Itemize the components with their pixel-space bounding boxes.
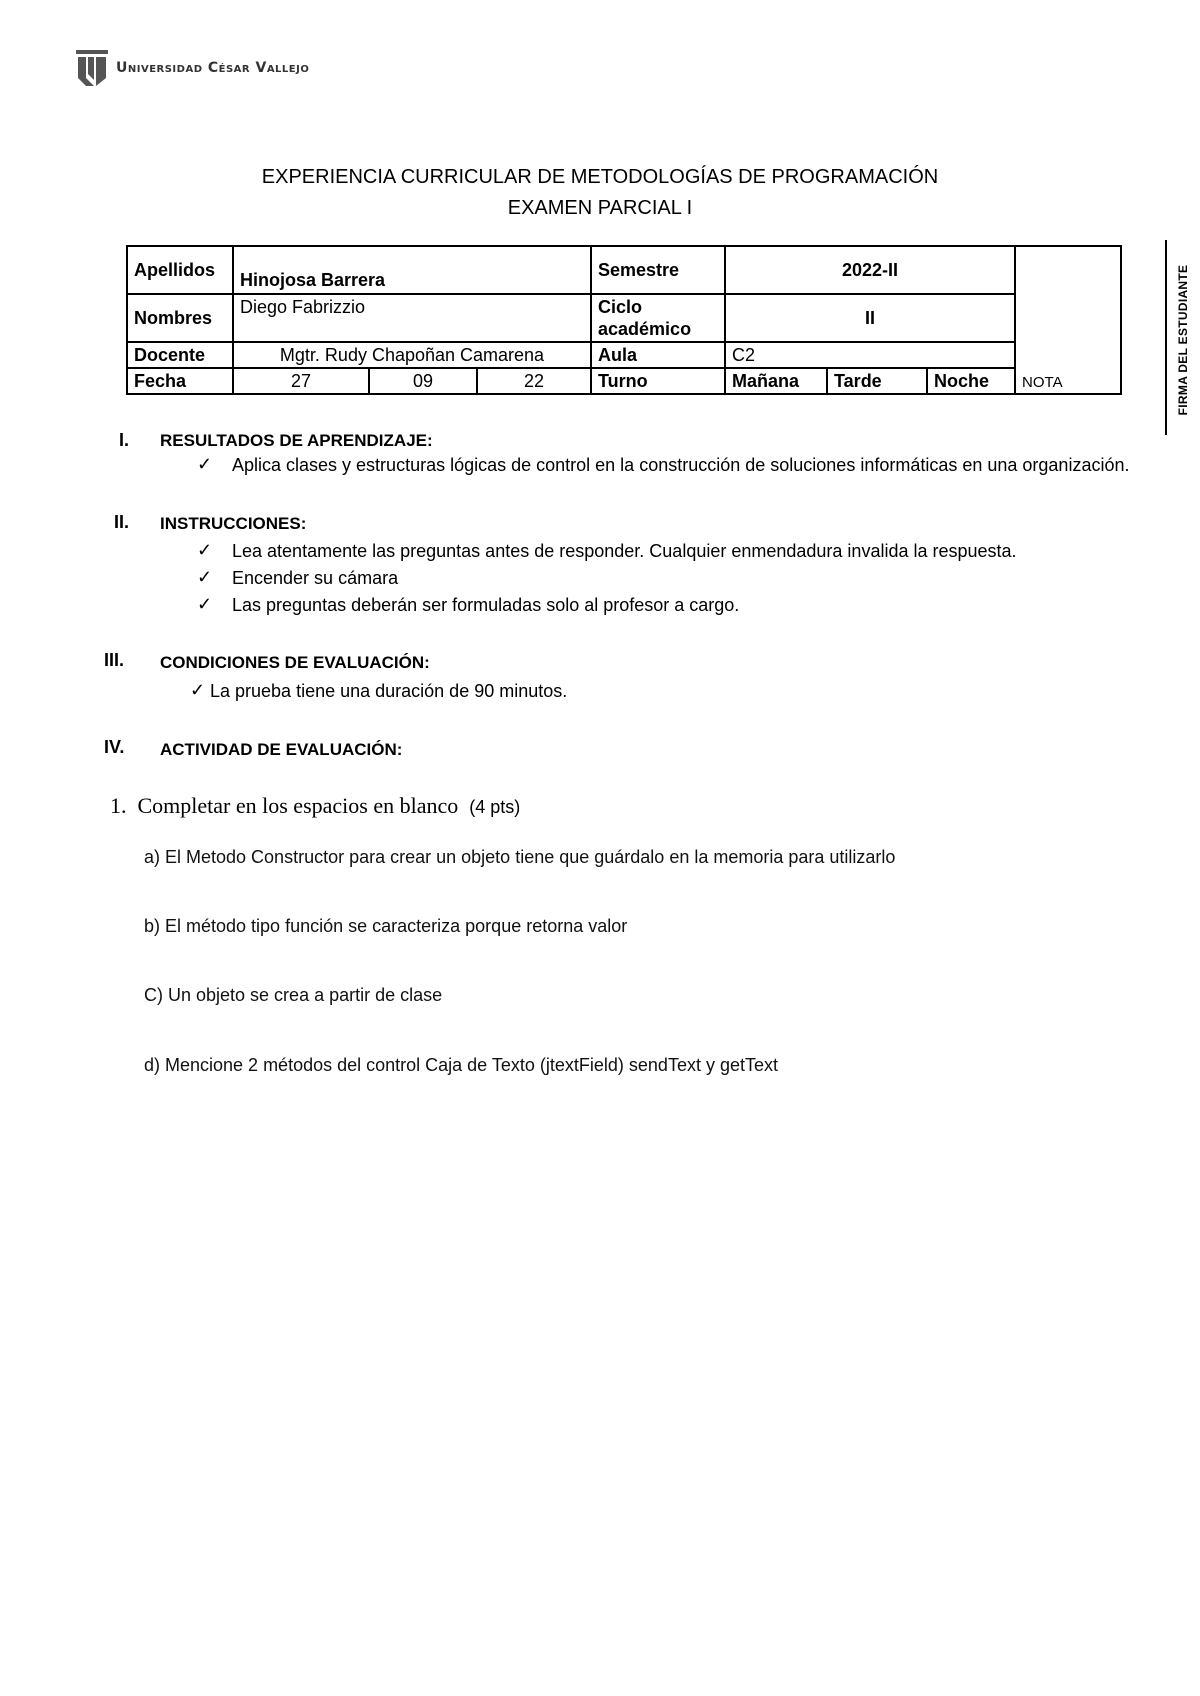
question-points: (4 pts)	[469, 797, 521, 817]
signature-label: FIRMA DEL ESTUDIANTE	[1176, 264, 1190, 416]
apellidos-value: Hinojosa Barrera	[233, 246, 591, 294]
fecha-label: Fecha	[127, 368, 233, 394]
student-info-table	[126, 245, 1122, 395]
aula-label: Aula	[591, 342, 725, 368]
university-shield-icon	[74, 48, 110, 88]
turno-manana: Mañana	[725, 368, 827, 394]
section-3-heading: CONDICIONES DE EVALUACIÓN:	[160, 653, 430, 672]
fecha-year: 22	[477, 368, 591, 394]
answer-b: b) El método tipo función se caracteriza porque retorna valor	[144, 916, 628, 936]
answer-d: d) Mencione 2 métodos del control Caja de Texto (jtextField) sendText y getText	[144, 1055, 778, 1075]
section-3-item: La prueba tiene una duración de 90 minutos.	[210, 681, 568, 701]
turno-label: Turno	[591, 368, 725, 394]
ciclo-value: II	[725, 294, 1015, 342]
course-title: EXPERIENCIA CURRICULAR DE METODOLOGÍAS DE PROGRAMACIÓN	[261, 166, 939, 188]
section-4-heading: ACTIVIDAD DE EVALUACIÓN:	[160, 740, 403, 759]
section-1-number: I.	[119, 430, 130, 450]
check-icon: ✓	[197, 540, 213, 560]
check-icon: ✓	[197, 454, 213, 474]
aula-value: C2	[725, 342, 1015, 368]
nombres-label: Nombres	[127, 294, 233, 342]
university-name: Universidad César Vallejo	[116, 60, 310, 76]
check-icon: ✓	[197, 594, 213, 614]
answer-a: a) El Metodo Constructor para crear un objeto tiene que guárdalo en la memoria para utilizarlo	[144, 847, 896, 867]
answer-c: C) Un objeto se crea a partir de clase	[144, 985, 443, 1005]
question-title	[110, 793, 520, 819]
check-icon: ✓	[190, 680, 206, 700]
section-2-item: Lea atentamente las preguntas antes de responder. Cualquier enmendadura invalida la respuesta.	[232, 541, 1017, 561]
docente-value: Mgtr. Rudy Chapoñan Camarena	[233, 342, 591, 368]
question-text: Completar en los espacios en blanco	[137, 793, 459, 818]
docente-label: Docente	[127, 342, 233, 368]
apellidos-label: Apellidos	[127, 246, 233, 294]
semestre-value: 2022-II	[725, 246, 1015, 294]
section-2-item: Las preguntas deberán ser formuladas solo al profesor a cargo.	[232, 595, 740, 615]
section-2-item: Encender su cámara	[232, 568, 399, 588]
turno-noche: Noche	[927, 368, 1015, 394]
section-4-number: IV.	[104, 737, 125, 757]
ciclo-label: Ciclo académico	[591, 294, 725, 342]
university-logo	[74, 48, 309, 88]
nombres-value: Diego Fabrizzio	[233, 294, 591, 342]
section-2-number: II.	[114, 512, 130, 532]
nota-cell: NOTA	[1015, 246, 1121, 394]
exam-title: EXAMEN PARCIAL I	[507, 197, 693, 219]
section-1-item: Aplica clases y estructuras lógicas de control en la construcción de soluciones informáticas en una organización.	[232, 455, 1130, 475]
turno-tarde: Tarde	[827, 368, 927, 394]
question-number: 1.	[110, 793, 127, 818]
section-2-heading: INSTRUCCIONES:	[160, 514, 307, 533]
section-1-heading: RESULTADOS DE APRENDIZAJE:	[160, 431, 433, 450]
signature-area	[1165, 240, 1195, 435]
fecha-day: 27	[233, 368, 369, 394]
fecha-month: 09	[369, 368, 477, 394]
section-3-number: III.	[104, 650, 125, 670]
semestre-label: Semestre	[591, 246, 725, 294]
check-icon: ✓	[197, 567, 213, 587]
